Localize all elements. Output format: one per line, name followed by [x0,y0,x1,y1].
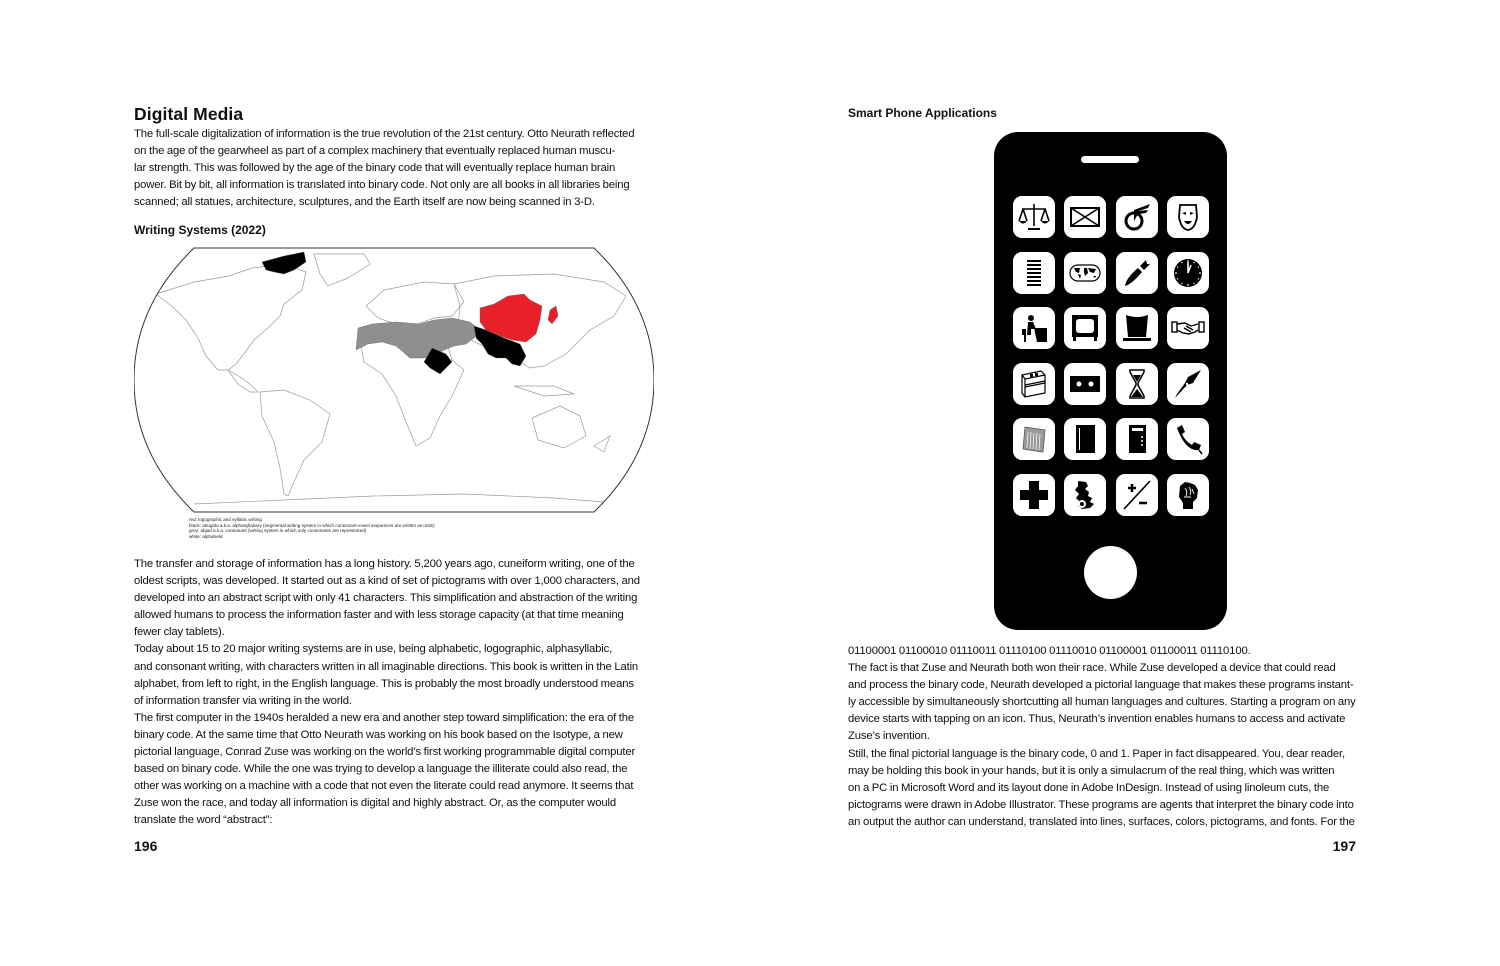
app-calculator[interactable] [1116,474,1158,516]
app-tv[interactable] [1064,307,1106,349]
antarctica [194,494,604,504]
smartphone-illustration [994,132,1227,630]
world-map-icon [1068,256,1102,290]
handshake-icon [1171,311,1205,345]
app-mail[interactable] [1064,196,1106,238]
newspaper-icon [1017,422,1051,456]
europe [366,282,464,324]
app-book[interactable] [1064,418,1106,460]
region-canadian-arctic [262,252,306,274]
page-number: 196 [134,838,158,854]
person-at-desk-icon [1017,311,1051,345]
text-line: Zuse’s invention. [848,730,930,743]
winged-wheel-icon [1120,200,1154,234]
map-legend [189,517,435,539]
north-america [156,264,306,370]
app-fist[interactable] [1167,474,1209,516]
coin-stack-icon [1017,256,1051,290]
computer-tower-icon [1120,422,1154,456]
legend-item: red: logographic and syllabic writing [189,517,262,522]
text-line: on the age of the gearwheel as part of a complex machinery that eventually replaced human muscu- [134,145,616,158]
text-line: alphabet, from left to right, in the English language. This is probably the most broadly understood means [134,677,634,690]
text-line: binary code. At the same time that Otto Neurath was working on his book based on the Isotype, a new [134,728,623,741]
text-line: an output the author can understand, translated into lines, surfaces, colors, pictograms, and fonts. For the [848,815,1355,828]
cross-icon [1017,478,1051,512]
theater-mask-icon [1171,200,1205,234]
app-winged-wheel[interactable] [1116,196,1158,238]
text-line: power. Bit by bit, all information is translated into binary code. Not only are all books in all libraries being [134,179,630,192]
top-hat-icon [1120,311,1154,345]
app-clock[interactable] [1167,252,1209,294]
app-phone[interactable] [1167,418,1209,460]
fountain-pen-icon [1171,367,1205,401]
legend-item: black: abugida a.k.a. alphasyllabary (segmental writing system in which consonant-vowel sequences are written as units) [189,522,435,528]
indonesia [514,386,574,396]
app-computer[interactable] [1116,418,1158,460]
text-line: of information transfer via writing in the world. [134,694,352,707]
text-line: translate the word “abstract”: [134,814,273,827]
text-line: ly accessible by simultaneously shortcutting all human languages and cultures. Starting a program on any [848,696,1356,709]
text-line: scanned; all statues, architecture, sculptures, and the Earth itself are now being scanned in 3-D. [134,196,595,209]
map-title: Writing Systems (2022) [134,223,266,237]
text-line: The transfer and storage of information has a long history. 5,200 years ago, cuneiform writing, one of the [134,558,635,570]
text-line: fewer clay tablets). [134,626,225,639]
app-world[interactable] [1064,252,1106,294]
body-text [134,556,640,830]
app-piano[interactable] [1013,363,1055,405]
legend-item: white: alphabetic [189,533,224,539]
gears-icon [1068,478,1102,512]
missile-icon [1120,256,1154,290]
body-text [848,643,1356,831]
text-line: other was working on a machine with a code that not even the literate could read anymore. It seems that [134,780,634,793]
region-abjad [356,318,480,358]
piano-icon [1017,367,1051,401]
text-line: pictograms were drawn in Adobe Illustrator. These programs are agents that interpret the binary code into [848,798,1354,811]
text-line: Zuse won the race, and today all information is digital and highly abstract. Or, as the computer would [134,797,616,810]
app-scales[interactable] [1013,196,1055,238]
text-line: Still, the final pictorial language is the binary code, 0 and 1. Paper in fact disappeared. You, dear reader, [848,747,1345,760]
text-line: oldest scripts, was developed. It started out as a kind of set of pictograms with over 1,000 characters, and [134,575,640,588]
scales-icon [1017,200,1051,234]
text-line: and process the binary code, Neurath developed a pictorial language that makes these programs instant- [848,679,1354,692]
page-number: 197 [1332,838,1356,854]
app-missile[interactable] [1116,252,1158,294]
app-office[interactable] [1013,307,1055,349]
app-theater[interactable] [1167,196,1209,238]
app-pen[interactable] [1167,363,1209,405]
app-hat[interactable] [1116,307,1158,349]
map-frame [134,248,654,512]
intro-paragraph [134,126,634,211]
text-line: lar strength. This was followed by the age of the binary code that will eventually replace human brain [134,162,616,175]
text-line: developed into an abstract script with only 41 characters. This simplification and abstraction of the writing [134,592,638,605]
app-health[interactable] [1013,474,1055,516]
text-line: Today about 15 to 20 major writing systems are in use, being alphabetic, logographic, alphasyllabic, [134,643,613,656]
app-icon-grid [1013,196,1209,516]
south-america [260,390,330,496]
text-line: allowed humans to process the information faster and with less storage capacity (at that time meaning [134,609,624,622]
app-news[interactable] [1013,418,1055,460]
writing-systems-map [134,246,654,514]
text-line: pictorial language, Conrad Zuse was working on the world’s first working programmable digital computer [134,746,636,759]
text-line: and consonant writing, with characters written in all imaginable directions. This book is written in the Latin [134,660,639,673]
envelope-icon [1068,200,1102,234]
text-line: The full-scale digitalization of information is the true revolution of the 21st century. Otto Neurath reflected [134,128,635,140]
app-gears[interactable] [1064,474,1106,516]
app-cassette[interactable] [1064,363,1106,405]
hourglass-icon [1120,367,1154,401]
app-hourglass[interactable] [1116,363,1158,405]
section-title: Smart Phone Applications [848,106,997,120]
page-title: Digital Media [134,104,244,124]
app-handshake[interactable] [1167,307,1209,349]
cassette-icon [1068,367,1102,401]
text-line: device starts with tapping on an icon. Thus, Neurath’s invention enables humans to access and activate [848,713,1346,726]
home-button[interactable] [1084,546,1137,599]
text-line: The fact is that Zuse and Neurath both won their race. While Zuse developed a device that could read [848,662,1336,675]
australia [532,406,586,448]
greenland [314,254,370,286]
plus-minus-icon [1120,478,1154,512]
binary-text-line: 01100001 01100010 01110011 01110100 01110010 01100001 01100011 01110100. [848,645,1251,657]
central-america [228,370,258,392]
television-icon [1068,311,1102,345]
book-icon [1068,422,1102,456]
world-map [134,246,654,514]
region-japan [548,306,558,324]
text-line: based on binary code. While the one was trying to develop a language the illiterate could also read, the [134,763,628,776]
text-line: on a PC in Microsoft Word and its layout done in Adobe InDesign. Instead of using linoleum cuts, the [848,781,1330,794]
new-zealand [594,436,610,452]
clock-icon [1171,256,1205,290]
legend-item: grey: abjad a.k.a. consonant (writing system in which only consonants are represented) [189,528,367,534]
raised-fist-icon [1171,478,1205,512]
text-line: The first computer in the 1940s heralded a new era and another step toward simplification: the era of the [134,711,635,724]
speaker-slot [1081,156,1139,163]
telephone-icon [1171,422,1205,456]
app-coins[interactable] [1013,252,1055,294]
text-line: may be holding this book in your hands, but it is only a simulacrum of the real thing, which was written [848,764,1335,777]
